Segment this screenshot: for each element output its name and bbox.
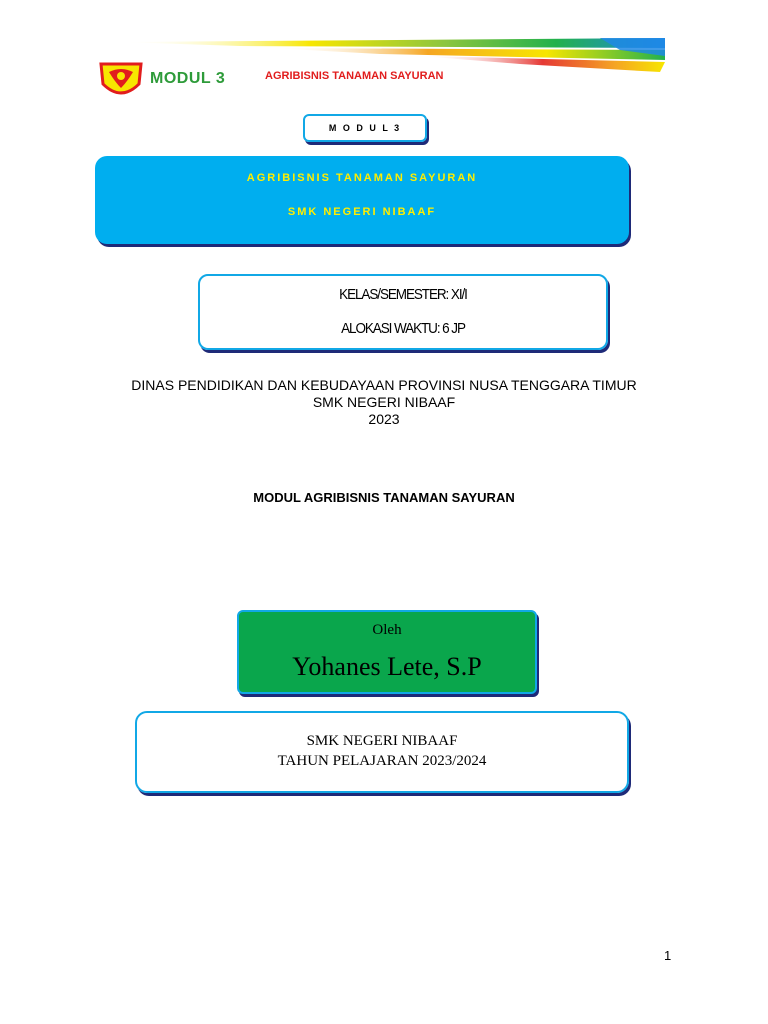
kelas-semester: KELAS/SEMESTER: XI/I xyxy=(339,286,467,303)
modul-number-box xyxy=(303,114,427,142)
academic-year: TAHUN PELAJARAN 2023/2024 xyxy=(277,753,487,769)
office-info xyxy=(84,377,684,428)
header-subject: AGRIBISNIS TANAMAN SAYURAN xyxy=(265,70,444,82)
school-name: SMK NEGERI NIBAAF xyxy=(306,733,458,749)
alokasi-waktu: ALOKASI WAKTU: 6 JP xyxy=(341,320,465,337)
modul-title: MODUL AGRIBISNIS TANAMAN SAYURAN xyxy=(253,490,515,505)
modul-number-label: M O D U L 3 xyxy=(328,123,402,133)
banner-school: SMK NEGERI NIBAAF xyxy=(287,206,437,218)
author-box xyxy=(237,610,537,694)
title-banner xyxy=(95,156,629,244)
banner-subject: AGRIBISNIS TANAMAN SAYURAN xyxy=(246,172,478,184)
modul-tag: MODUL 3 xyxy=(150,70,226,87)
office-department: DINAS PENDIDIKAN DAN KEBUDAYAAN PROVINSI NUSA TENGGARA TIMUR xyxy=(131,377,637,393)
page-number: 1 xyxy=(664,948,672,963)
office-school: SMK NEGERI NIBAAF xyxy=(312,394,456,410)
author-by-label: Oleh xyxy=(372,622,402,638)
school-year-box xyxy=(135,711,629,793)
office-year: 2023 xyxy=(368,411,400,427)
school-logo-icon xyxy=(97,58,145,102)
kelas-info-box xyxy=(198,274,608,350)
author-name: Yohanes Lete, S.P xyxy=(292,652,482,681)
